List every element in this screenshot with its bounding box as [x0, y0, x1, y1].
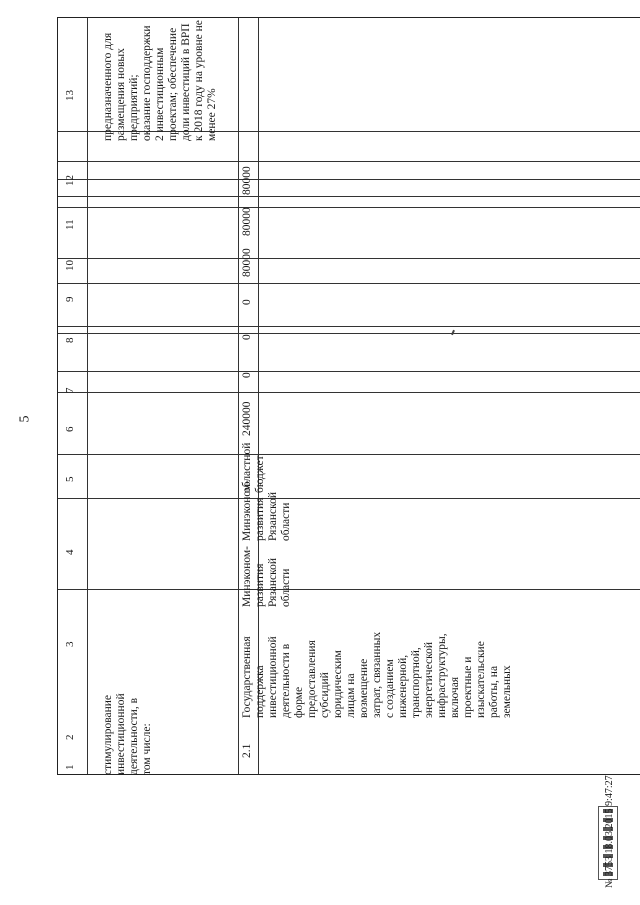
row2-source: областной бюджет: [241, 442, 266, 493]
col-header-2: 2: [64, 734, 76, 740]
col-header-11: 11: [64, 219, 76, 230]
row2-participant: Минэконом- развития Рязанской области: [241, 479, 292, 541]
col-header-12: 12: [64, 175, 76, 186]
row2-c6: 240000: [241, 401, 253, 436]
document-stamp-text: № 3753 18.03.2015 9:47:27: [604, 775, 615, 888]
col-header-13: 13: [64, 90, 76, 101]
col-header-1: 1: [64, 764, 76, 770]
col-header-10: 10: [64, 260, 76, 271]
row1-result: предназначенного для размещения новых предприятий; оказание господдержки 2 инвестиционным проектам; обеспечение доли инвестиций в ВРП к 2018 году на уровне не менее 27%: [102, 20, 218, 141]
row2-c8: 0: [241, 334, 253, 340]
program-table: [57, 17, 640, 775]
row2-c11: 80000: [241, 207, 253, 236]
col-header-4: 4: [64, 549, 76, 555]
col-header-8: 8: [64, 337, 76, 343]
col-header-9: 9: [64, 296, 76, 302]
row2-name: Государственная поддержка инвестиционной деятельности в форме предоставления субсидий юридическим лицам на возмещение затрат, связанных с созданием инженерной, транспортной, энергетической инфраструктуры, включая проектные и изыскательские работы, на земельных: [241, 631, 513, 718]
col-header-3: 3: [64, 641, 76, 647]
page-number: 5: [17, 415, 33, 423]
col-header-7: 7: [64, 387, 76, 393]
row2-num: 2.1: [241, 743, 253, 758]
row2-c10: 80000: [241, 248, 253, 277]
row2-c7: 0: [241, 372, 253, 378]
row2-executor: Минэконом- развития Рязанской области: [241, 545, 292, 607]
row1-name: стимулирование инвестиционной деятельности, в том числе:: [102, 693, 153, 775]
col-header-6: 6: [64, 426, 76, 432]
row2-c12: 80000: [241, 166, 253, 195]
col-header-5: 5: [64, 476, 76, 482]
row2-c9: 0: [241, 299, 253, 305]
